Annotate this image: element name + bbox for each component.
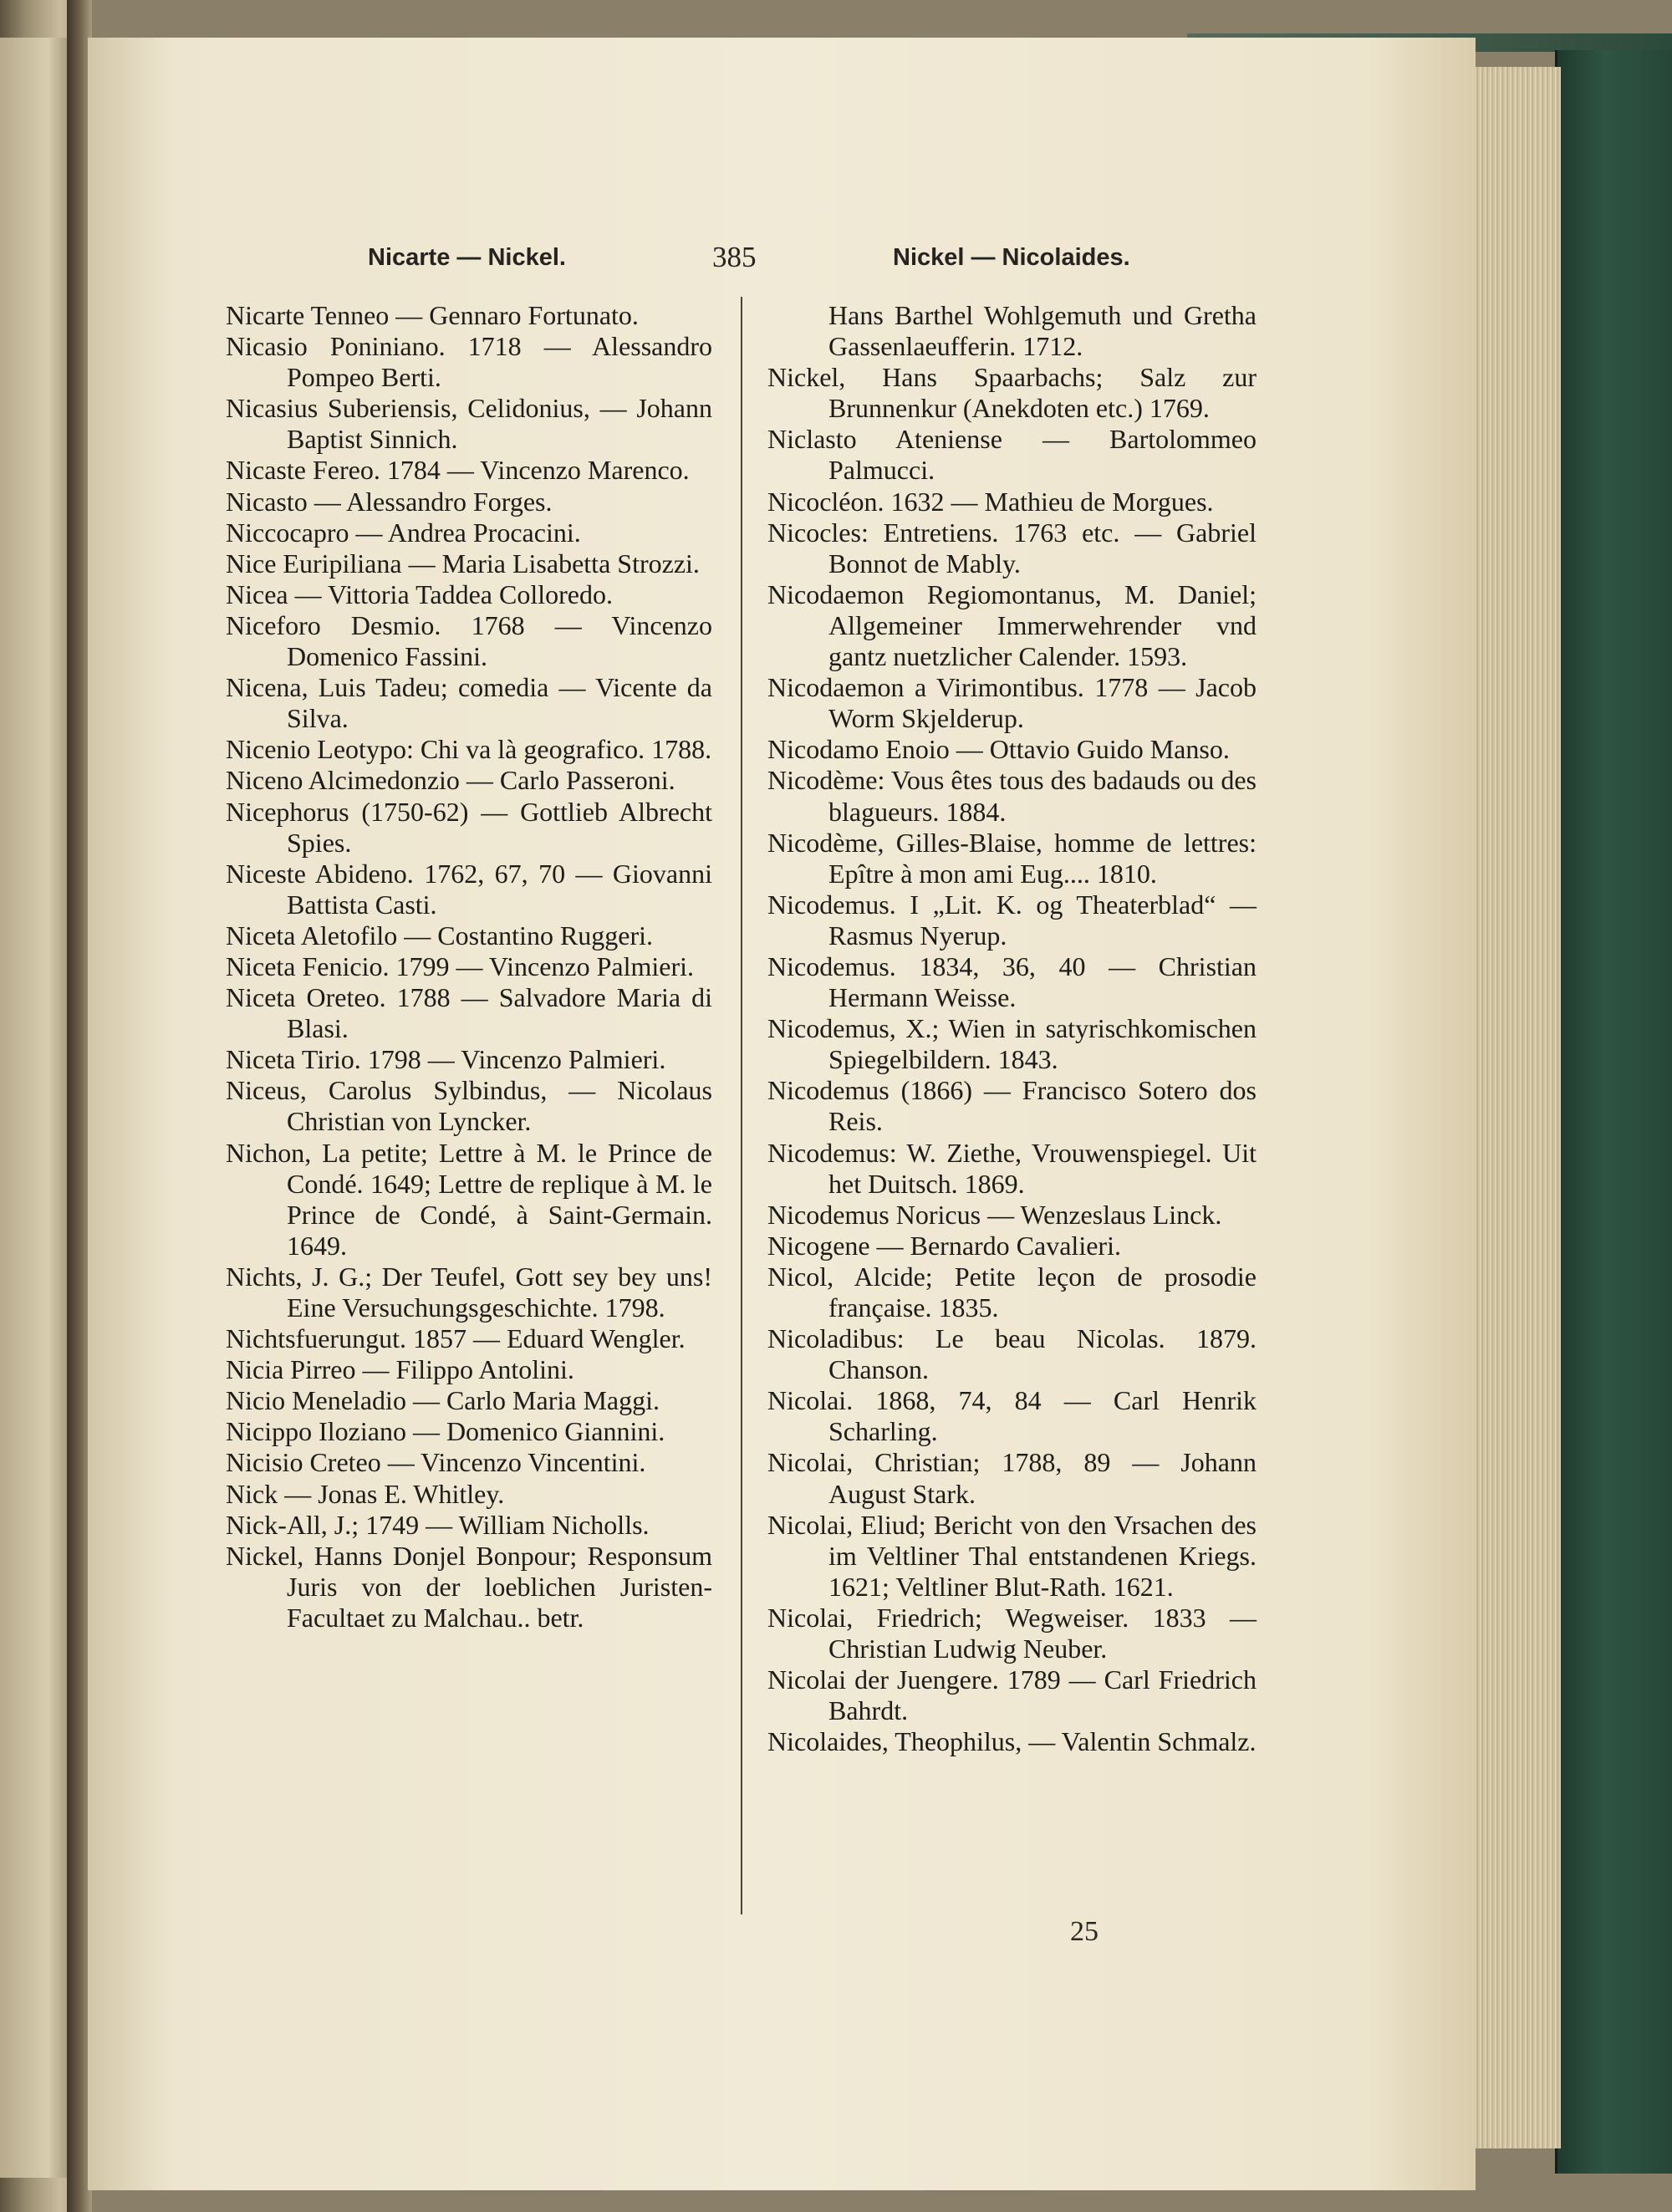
- entry: Nicia Pirreo — Filippo Antolini.: [226, 1354, 574, 1385]
- page-stack-edges: [1467, 67, 1561, 2148]
- running-head-left: Nicarte — Nickel.: [368, 244, 566, 271]
- entry: Nicolai, Christian; 1788, 89 — Johann August Stark.: [767, 1447, 1257, 1509]
- entry: Nicodème, Gilles-Blaise, homme de lettres: Epître à mon ami Eug.... 1810.: [767, 827, 1257, 889]
- entry: Nicodaemon a Virimontibus. 1778 — Jacob Worm Skjelderup.: [767, 672, 1257, 734]
- entry: Niceus, Carolus Sylbindus, — Nicolaus Christian von Lyncker.: [226, 1075, 712, 1137]
- left-page-strip: [0, 38, 69, 2178]
- entry: Niceno Alcimedonzio — Carlo Passeroni.: [226, 765, 675, 796]
- left-column: [226, 300, 712, 1634]
- entry: Nicolai, Eliud; Bericht von den Vrsachen des im Veltliner Thal entstandenen Kriegs. 1621; Veltliner Blut-Rath. 1621.: [767, 1509, 1257, 1602]
- entry: Niceta Aletofilo — Costantino Ruggeri.: [226, 920, 654, 951]
- entry: Nicodemus Noricus — Wenzeslaus Linck.: [767, 1199, 1222, 1230]
- entry: Nicio Meneladio — Carlo Maria Maggi.: [226, 1385, 660, 1416]
- entry: Niceste Abideno. 1762, 67, 70 — Giovanni Battista Casti.: [226, 858, 712, 920]
- entry: Nick-All, J.; 1749 — William Nicholls.: [226, 1509, 650, 1540]
- entry: Nicocléon. 1632 — Mathieu de Morgues.: [767, 486, 1214, 517]
- entry: Nicodème: Vous êtes tous des badauds ou des blagueurs. 1884.: [767, 765, 1257, 827]
- entry: Nick — Jonas E. Whitley.: [226, 1478, 505, 1509]
- entry: Nichts, J. G.; Der Teufel, Gott sey bey uns! Eine Versuchungsgeschichte. 1798.: [226, 1261, 712, 1323]
- entry: Nicea — Vittoria Taddea Colloredo.: [226, 578, 613, 609]
- entry: Nicaste Fereo. 1784 — Vincenzo Marenco.: [226, 455, 690, 486]
- entry: Niceta Fenicio. 1799 — Vincenzo Palmieri.: [226, 951, 695, 981]
- entry: Nicodemus, X.; Wien in satyrischkomischen Spiegelbildern. 1843.: [767, 1013, 1257, 1075]
- entry: Nicodamo Enoio — Ottavio Guido Manso.: [767, 734, 1230, 765]
- entry: Nicodemus. I „Lit. K. og Theaterblad“ — Rasmus Nyerup.: [767, 889, 1257, 951]
- entry: Nicasio Poniniano. 1718 — Alessandro Pompeo Berti.: [226, 331, 712, 393]
- entry: Nicodemus (1866) — Francisco Sotero dos Reis.: [767, 1075, 1257, 1137]
- entry: Nicolaides, Theophilus, — Valentin Schmalz.: [767, 1726, 1257, 1757]
- entry: Nicisio Creteo — Vincenzo Vincentini.: [226, 1447, 646, 1478]
- entry: Nice Euripiliana — Maria Lisabetta Strozzi.: [226, 548, 700, 578]
- entry: Nicoladibus: Le beau Nicolas. 1879. Chanson.: [767, 1323, 1257, 1385]
- entry: Nicolai, Friedrich; Wegweiser. 1833 — Christian Ludwig Neuber.: [767, 1602, 1257, 1664]
- entry: Nichtsfuerungut. 1857 — Eduard Wengler.: [226, 1323, 686, 1354]
- entry: Nichon, La petite; Lettre à M. le Prince de Condé. 1649; Lettre de replique à M. le Prince de Condé, à Saint-Germain. 1649.: [226, 1137, 712, 1261]
- entry: Nicarte Tenneo — Gennaro Fortunato.: [226, 300, 639, 330]
- right-column: [767, 300, 1257, 1757]
- entry: Nicodemus. 1834, 36, 40 — Christian Hermann Weisse.: [767, 951, 1257, 1013]
- entry: Niccocapro — Andrea Procacini.: [226, 517, 581, 548]
- entry: Nicephorus (1750-62) — Gottlieb Albrecht Spies.: [226, 796, 712, 858]
- entry: Nicasius Suberiensis, Celidonius, — Johann Baptist Sinnich.: [226, 393, 712, 455]
- entry: Nicodemus: W. Ziethe, Vrouwenspiegel. Uit het Duitsch. 1869.: [767, 1137, 1257, 1199]
- entry: Nickel, Hanns Donjel Bonpour; Responsum Juris von der loeblichen Juristen-Facultaet zu Malchau.. betr.: [226, 1540, 712, 1633]
- entry: Nicippo Iloziano — Domenico Giannini.: [226, 1416, 665, 1447]
- signature-mark: 25: [1070, 1916, 1099, 1947]
- entry: Nicodaemon Regiomontanus, M. Daniel; Allgemeiner Immerwehrender vnd gantz nuetzlicher Calender. 1593.: [767, 578, 1257, 672]
- entry: Niceta Tirio. 1798 — Vincenzo Palmieri.: [226, 1044, 666, 1075]
- entry: Nicogene — Bernardo Cavalieri.: [767, 1230, 1121, 1261]
- entry: Nicolai der Juengere. 1789 — Carl Friedrich Bahrdt.: [767, 1664, 1257, 1726]
- entry: Nicol, Alcide; Petite leçon de prosodie française. 1835.: [767, 1261, 1257, 1323]
- entry: Nickel, Hans Spaarbachs; Salz zur Brunnenkur (Anekdoten etc.) 1769.: [767, 362, 1257, 424]
- page-number: 385: [712, 241, 757, 273]
- running-head-right: Nickel — Nicolaides.: [893, 244, 1130, 271]
- continued-entry: Hans Barthel Wohlgemuth und Gretha Gassenlaeufferin. 1712.: [828, 300, 1257, 362]
- entry: Nicenio Leotypo: Chi va là geografico. 1788.: [226, 734, 712, 765]
- entry: Nicocles: Entretiens. 1763 etc. — Gabriel Bonnot de Mably.: [767, 517, 1257, 578]
- entry: Niceforo Desmio. 1768 — Vincenzo Domenico Fassini.: [226, 609, 712, 672]
- entry: Niclasto Ateniense — Bartolommeo Palmucci.: [767, 424, 1257, 486]
- entry: Nicasto — Alessandro Forges.: [226, 486, 553, 517]
- entry: Niceta Oreteo. 1788 — Salvadore Maria di Blasi.: [226, 982, 712, 1044]
- entry: Nicolai. 1868, 74, 84 — Carl Henrik Scharling.: [767, 1385, 1257, 1447]
- column-divider: [741, 297, 742, 1914]
- entry: Nicena, Luis Tadeu; comedia — Vicente da Silva.: [226, 672, 712, 734]
- book-cover: [1555, 50, 1672, 2174]
